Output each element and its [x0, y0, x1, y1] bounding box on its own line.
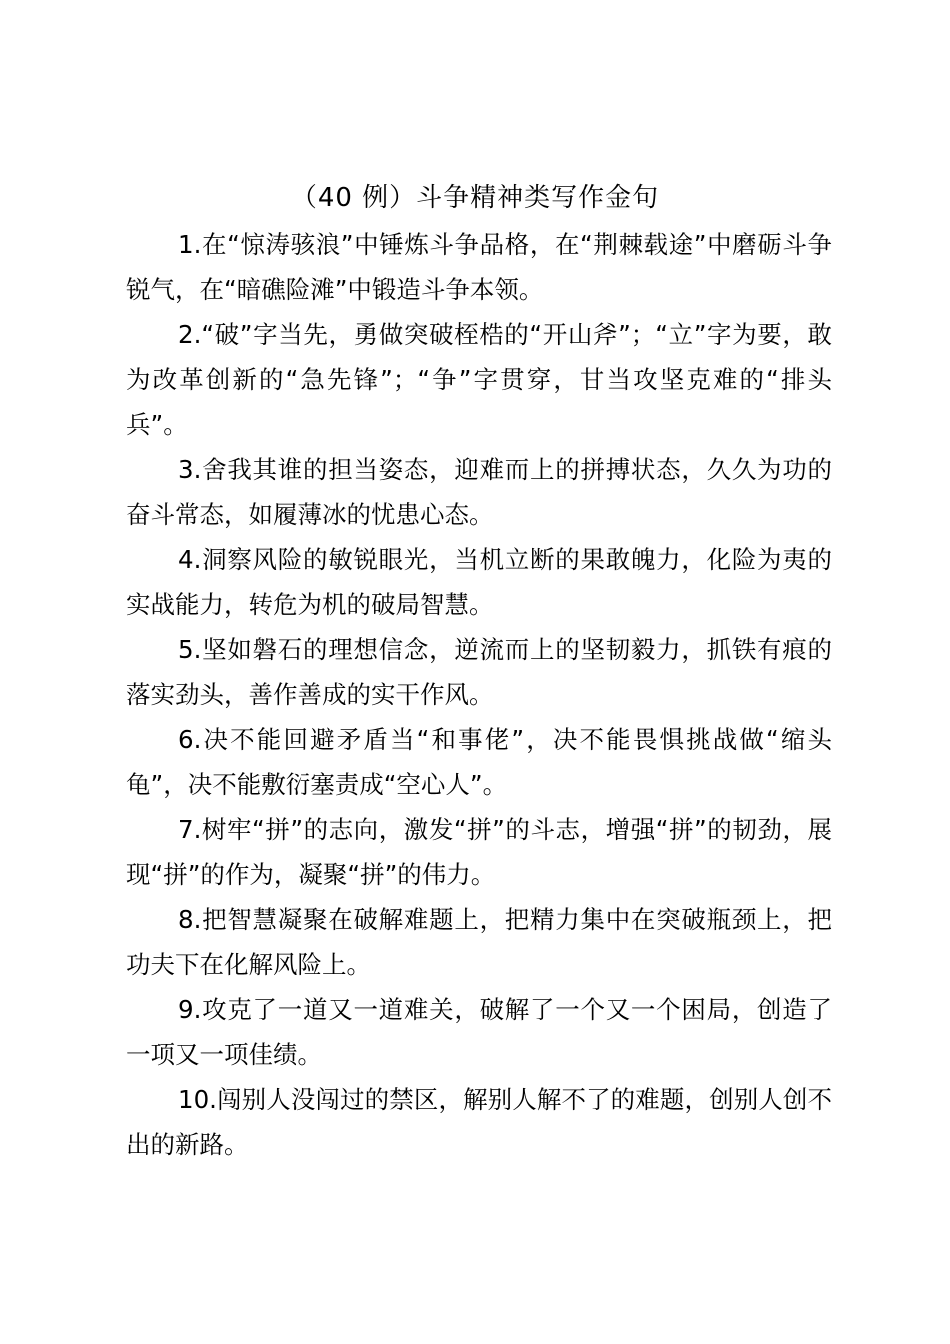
document-body	[126, 222, 832, 1167]
paragraph-7: 7.树牢“拼”的志向，激发“拼”的斗志，增强“拼”的韧劲，展现“拼”的作为，凝聚“拼”的伟力。	[126, 815, 832, 889]
paragraph-4: 4.洞察风险的敏锐眼光，当机立断的果敢魄力，化险为夷的实战能力，转危为机的破局智慧。	[126, 545, 832, 619]
paragraph-3: 3.舍我其谁的担当姿态，迎难而上的拼搏状态，久久为功的奋斗常态，如履薄冰的忧患心态。	[126, 455, 832, 529]
paragraph-10: 10.闯别人没闯过的禁区，解别人解不了的难题，创别人创不出的新路。	[126, 1085, 832, 1159]
paragraph-6: 6.决不能回避矛盾当“和事佬”，决不能畏惧挑战做“缩头龟”，决不能敷衍塞责成“空心人”。	[126, 725, 832, 799]
paragraph-1: 1.在“惊涛骇浪”中锤炼斗争品格，在“荆棘载途”中磨砺斗争锐气，在“暗礁险滩”中锻造斗争本领。	[126, 230, 832, 304]
paragraph-8: 8.把智慧凝聚在破解难题上，把精力集中在突破瓶颈上，把功夫下在化解风险上。	[126, 905, 832, 979]
paragraph-5: 5.坚如磐石的理想信念，逆流而上的坚韧毅力，抓铁有痕的落实劲头，善作善成的实干作风。	[126, 635, 832, 709]
paragraph-2: 2.“破”字当先，勇做突破桎梏的“开山斧”；“立”字为要，敢为改革创新的“急先锋”；“争”字贯穿，甘当攻坚克难的“排头兵”。	[126, 320, 832, 439]
page-title: （40 例）斗争精神类写作金句	[290, 183, 660, 213]
paragraph-9: 9.攻克了一道又一道难关，破解了一个又一个困局，创造了一项又一项佳绩。	[126, 995, 832, 1069]
